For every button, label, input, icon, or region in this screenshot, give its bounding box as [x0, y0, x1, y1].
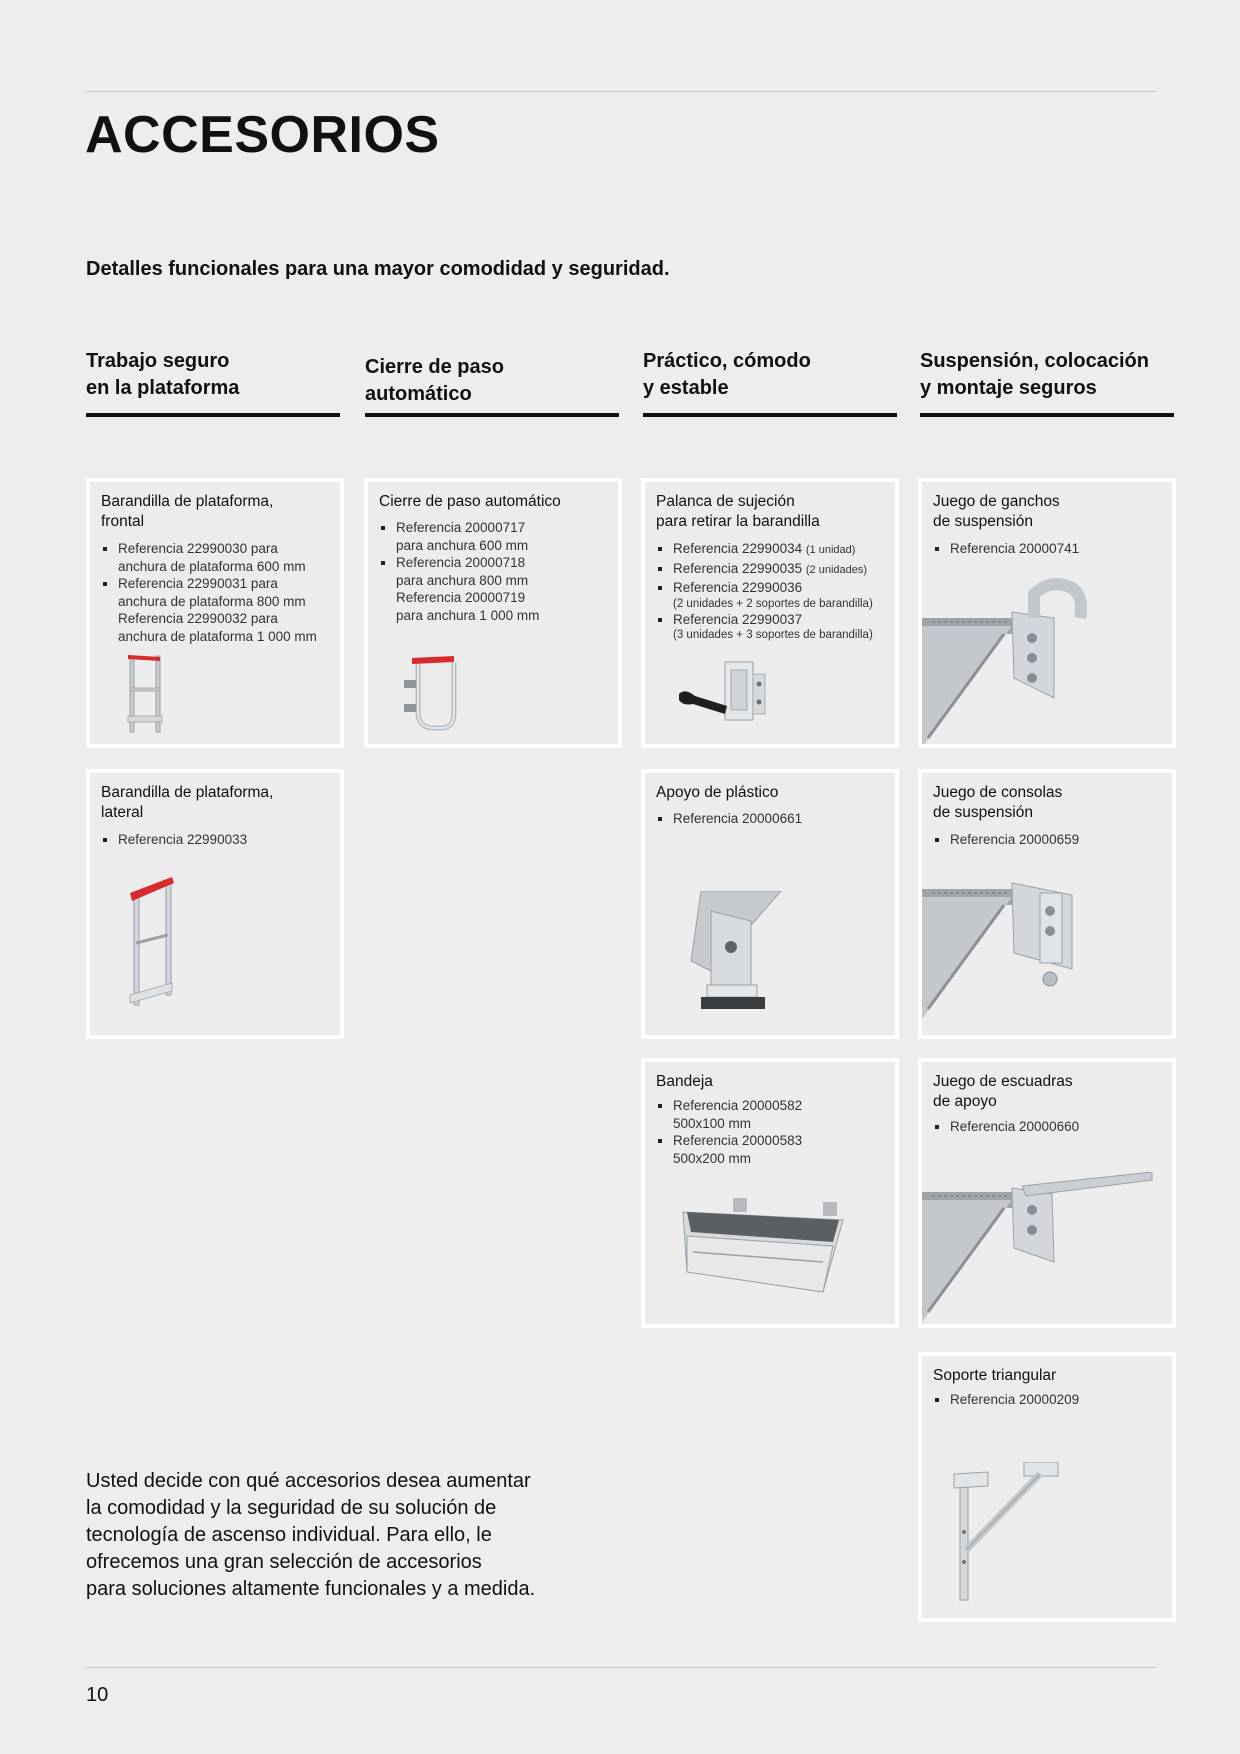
card-title: Cierre de paso automático — [379, 493, 561, 510]
reference-list — [933, 540, 1079, 558]
triangular-support-image — [948, 1462, 1088, 1612]
reference-list — [101, 540, 317, 645]
accessory-card-support-brackets — [918, 1058, 1176, 1328]
reference-list — [933, 831, 1079, 849]
card-title: Juego de escuadras de apoyo — [933, 1073, 1073, 1110]
suspension-consoles-image — [922, 869, 1102, 1039]
column-underline — [86, 413, 340, 417]
frontal-railing-image — [120, 652, 180, 737]
suspension-hooks-image — [922, 578, 1102, 748]
reference-list — [101, 831, 247, 849]
card-title: Barandilla de plataforma, frontal — [101, 493, 274, 530]
reference-list — [933, 1118, 1079, 1136]
accessory-card-clamping-lever — [641, 478, 899, 748]
tray-image — [673, 1192, 873, 1297]
reference-list — [656, 810, 802, 828]
accessory-card-triangular-support — [918, 1352, 1176, 1622]
clamping-lever-image — [675, 652, 785, 737]
reference-item: Referencia 22990036 (2 unidades + 2 soportes de barandilla) — [656, 579, 873, 611]
page-title: ACCESORIOS — [85, 106, 440, 164]
column-heading-safe-work: Trabajo seguro en la plataforma — [86, 350, 240, 399]
support-brackets-image — [922, 1172, 1172, 1328]
accessory-card-side-railing — [86, 769, 344, 1039]
card-title: Soporte triangular — [933, 1367, 1057, 1384]
column-heading-automatic-gate: Cierre de paso automático — [365, 356, 504, 405]
reference-item: Referencia 22990030 para anchura de plataforma 600 mm — [101, 540, 317, 575]
intro-paragraph: Usted decide con qué accesorios desea aumentar la comodidad y la seguridad de su solución de tecnología de ascenso individual. Para ello, le ofrecemos una gran selección de accesorios para soluciones altamente funcionales y a medida. — [86, 1470, 536, 1600]
accessory-card-suspension-hooks — [918, 478, 1176, 748]
plastic-support-image — [671, 891, 791, 1021]
page-subtitle: Detalles funcionales para una mayor comodidad y seguridad. — [86, 258, 670, 280]
reference-list — [933, 1391, 1079, 1409]
card-title: Juego de consolas de suspensión — [933, 784, 1063, 821]
reference-item: Referencia 20000741 — [933, 540, 1079, 558]
reference-list — [656, 540, 873, 642]
column-underline — [920, 413, 1174, 417]
column-underline — [643, 413, 897, 417]
reference-item: Referencia 20000717 para anchura 600 mm — [379, 519, 539, 554]
column-heading-suspension: Suspensión, colocación y montaje seguros — [920, 350, 1149, 399]
reference-item: Referencia 20000718 para anchura 800 mm Referencia 20000719 para anchura 1 000 mm — [379, 554, 539, 624]
reference-item: Referencia 20000660 — [933, 1118, 1079, 1136]
reference-item: Referencia 22990034 (1 unidad) — [656, 540, 873, 560]
column-underline — [365, 413, 619, 417]
accessory-card-plastic-support — [641, 769, 899, 1039]
accessory-card-frontal-railing — [86, 478, 344, 748]
reference-item: Referencia 20000661 — [656, 810, 802, 828]
card-title: Palanca de sujeción para retirar la barandilla — [656, 493, 820, 530]
reference-item: Referencia 20000582 500x100 mm — [656, 1097, 802, 1132]
bottom-rule — [86, 1667, 1156, 1668]
card-title: Apoyo de plástico — [656, 784, 779, 801]
reference-item: Referencia 20000659 — [933, 831, 1079, 849]
column-heading-practical: Práctico, cómodo y estable — [643, 350, 811, 399]
automatic-gate-image — [396, 652, 466, 737]
accessory-card-tray — [641, 1058, 899, 1328]
card-title: Bandeja — [656, 1073, 713, 1090]
reference-item: Referencia 22990035 (2 unidades) — [656, 560, 873, 580]
card-title: Barandilla de plataforma, lateral — [101, 784, 274, 821]
reference-list — [656, 1097, 802, 1167]
reference-item: Referencia 22990031 para anchura de plataforma 800 mm Referencia 22990032 para anchura de plataforma 1 000 mm — [101, 575, 317, 645]
page-number: 10 — [86, 1684, 109, 1706]
top-rule — [86, 91, 1156, 92]
reference-item: Referencia 20000209 — [933, 1391, 1079, 1409]
accessory-card-suspension-consoles — [918, 769, 1176, 1039]
accessory-card-automatic-gate — [364, 478, 622, 748]
reference-item: Referencia 22990037 (3 unidades + 3 soportes de barandilla) — [656, 611, 873, 643]
reference-item: Referencia 20000583 500x200 mm — [656, 1132, 802, 1167]
card-title: Juego de ganchos de suspensión — [933, 493, 1060, 530]
side-railing-image — [120, 873, 190, 1013]
reference-item: Referencia 22990033 — [101, 831, 247, 849]
reference-list — [379, 519, 539, 624]
